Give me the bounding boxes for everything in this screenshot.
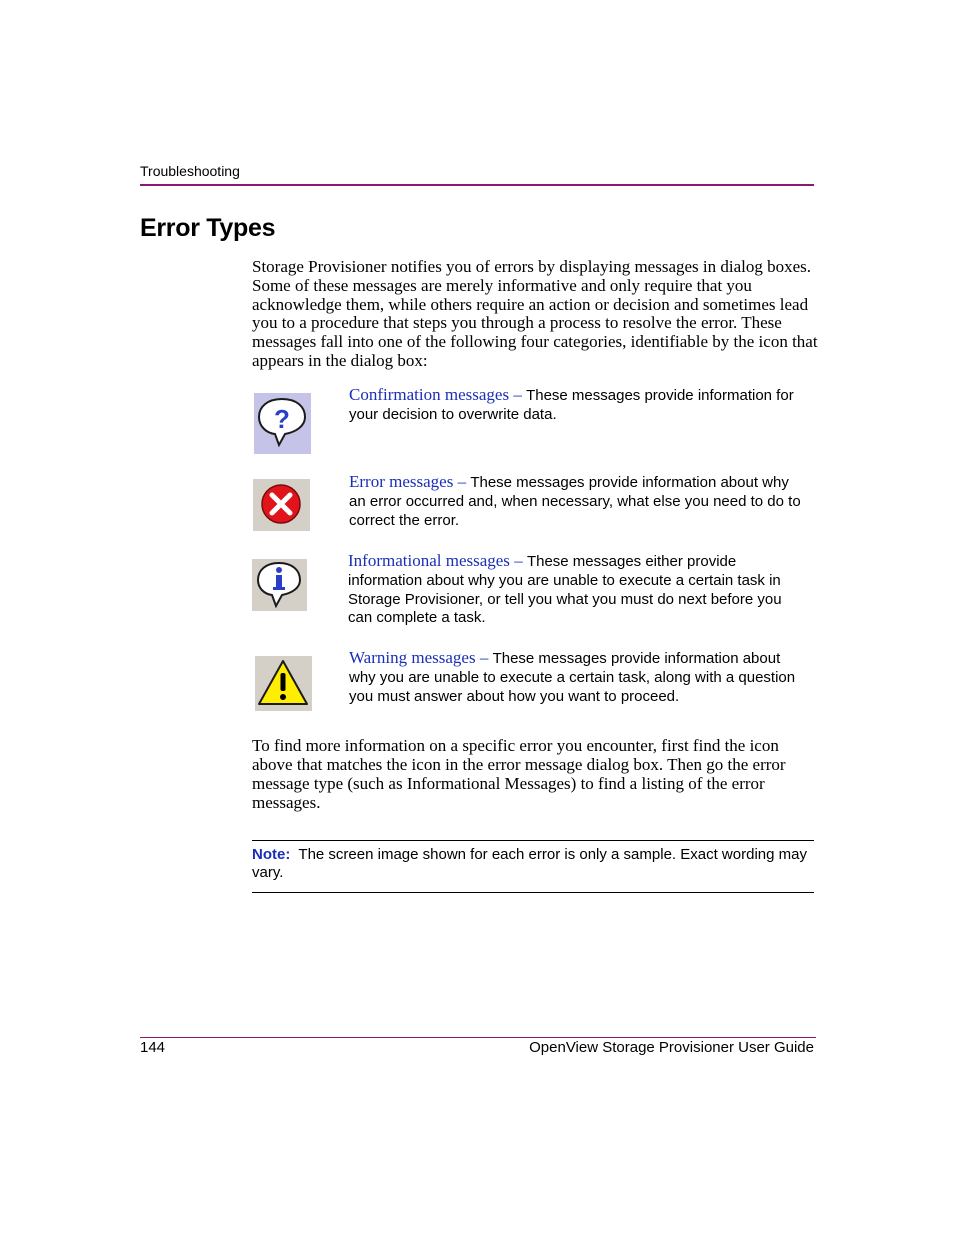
note-top-rule [252, 840, 814, 841]
page-number: 144 [140, 1039, 166, 1056]
category-description: These messages either provide information about why you are unable to execute a certain task in Storage Provisioner, or tell you what you must do next before you can complete a task. [348, 553, 782, 627]
error-icon [253, 479, 310, 531]
note-label: Note: [252, 846, 291, 863]
question-icon [254, 393, 311, 454]
informational-messages-link[interactable]: Informational messages [348, 551, 510, 570]
category-informational [348, 552, 806, 628]
header-rule [140, 184, 814, 186]
intro-paragraph: Storage Provisioner notifies you of errors by displaying messages in dialog boxes. Some of these messages are merely informative and only require that you acknowledge them, while others require an action or decision and sometimes lead you to a procedure that steps you through a process to resolve the error. These messages fall into one of the following four categories, identifiable by the icon that appears in the dialog box: [252, 257, 818, 370]
footer-rule [140, 1037, 816, 1038]
category-description: These messages provide information for your decision to overwrite data. [349, 387, 794, 423]
warning-icon [255, 656, 312, 711]
category-dash: – [475, 648, 493, 667]
footer-doc-title: OpenView Storage Provisioner User Guide [529, 1039, 814, 1056]
running-header: Troubleshooting [140, 163, 240, 179]
note-text: The screen image shown for each error is only a sample. Exact wording may vary. [252, 846, 807, 881]
confirmation-messages-link[interactable]: Confirmation messages [349, 385, 510, 404]
category-description: These messages provide information about why an error occurred and, when necessary, what else you need to do to correct the error. [349, 474, 801, 529]
category-dash: – [509, 551, 527, 570]
page-title: Error Types [140, 214, 276, 242]
category-error [349, 473, 804, 530]
category-dash: – [509, 385, 527, 404]
follow-paragraph: To find more information on a specific error you encounter, first find the icon above that matches the icon in the error message dialog box. Then go the error message type (such as Informational Messages) to find a listing of the error messages. [252, 736, 786, 812]
category-description: These messages provide information about why you are unable to execute a certain task, along with a question you must answer about how you want to proceed. [349, 650, 796, 705]
note-block [252, 846, 812, 881]
warning-messages-link[interactable]: Warning messages [349, 648, 476, 667]
svg-text:?: ? [274, 404, 290, 434]
category-warning [349, 649, 805, 706]
info-icon [252, 559, 307, 611]
category-dash: – [453, 472, 471, 491]
error-messages-link[interactable]: Error messages [349, 472, 454, 491]
note-bottom-rule [252, 892, 814, 893]
category-confirmation [349, 386, 799, 425]
